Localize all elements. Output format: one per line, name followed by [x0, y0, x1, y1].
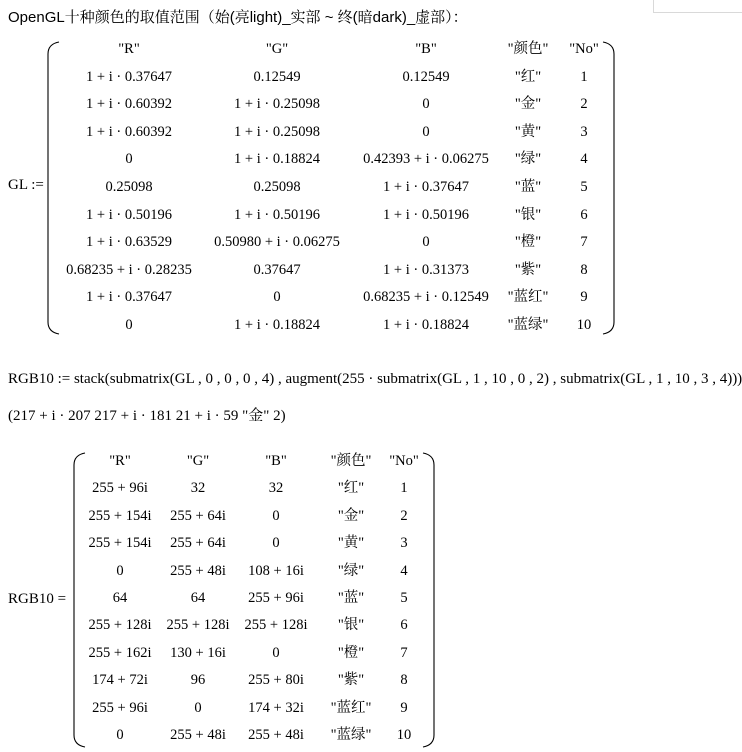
gl-cell: "绿" [514, 151, 542, 168]
rgb-cell: "橙" [337, 644, 365, 661]
rgb-cell: 255 + 96i [92, 699, 148, 716]
gl-cell: "蓝红" [507, 289, 549, 306]
rgb10-label: RGB10 = [8, 591, 67, 607]
rgb-cell: 3 [400, 535, 408, 552]
gl-cell: 5 [580, 179, 588, 195]
gl-cell: "金" [514, 96, 542, 113]
gl-cell: 0 [422, 234, 430, 251]
rgb-cell: 255 + 128i [166, 617, 230, 634]
rgb-cell: 9 [400, 699, 408, 716]
gl-cell: 8 [580, 261, 588, 278]
gl-cell: 1 + i · 0.37647 [383, 179, 469, 195]
rgb-cell: 0 [272, 535, 280, 552]
rgb-cell: 255 + 64i [170, 535, 226, 552]
page-title: OpenGL十种颜色的取值范围（始(亮light)_实部 ~ 终(暗dark)_虚部）： [8, 9, 468, 26]
rgb-cell: 64 [190, 590, 206, 606]
gl-left-paren [46, 40, 62, 336]
gl-cell: 1 + i · 0.18824 [234, 151, 320, 168]
row-result: (217 + i · 207 217 + i · 181 21 + i · 59 "金" 2) [8, 408, 286, 424]
rgb-cell: 32 [268, 480, 284, 497]
rgb-cell: 0 [194, 699, 202, 716]
rgb-cell: 255 + 64i [170, 507, 226, 524]
rgb-cell: 0 [272, 644, 280, 661]
gl-cell: "银" [514, 206, 542, 223]
rgb-cell: "紫" [337, 672, 365, 689]
gl-cell: 7 [580, 234, 588, 251]
gl-cell: 10 [576, 317, 592, 333]
gl-cell: 1 + i · 0.50196 [383, 206, 469, 223]
rgb-cell: 6 [400, 617, 408, 634]
gl-cell: 0.12549 [402, 68, 450, 85]
rgb-cell: 255 + 96i [92, 480, 148, 497]
rgb-cell: "蓝绿" [330, 727, 372, 743]
rgb-cell: 96 [190, 672, 206, 689]
gl-label: GL := [8, 177, 44, 193]
rgb-header-cell: "颜色" [330, 453, 372, 469]
gl-cell: 1 + i · 0.18824 [383, 317, 469, 333]
gl-cell: 9 [580, 289, 588, 306]
gl-header-cell: "R" [118, 41, 140, 57]
rgb-cell: "蓝红" [330, 699, 372, 716]
rgb-cell: 255 + 162i [88, 644, 152, 661]
gl-cell: 0.12549 [253, 68, 301, 85]
gl-cell: 0.37647 [253, 261, 301, 278]
gl-cell: "蓝绿" [507, 317, 549, 333]
rgb-header-cell: "R" [109, 453, 131, 469]
gl-header-cell: "B" [415, 41, 437, 57]
rgb-right-paren [420, 451, 436, 749]
rgb-cell: 32 [190, 480, 206, 497]
rgb-cell: 255 + 128i [244, 617, 308, 634]
gl-cell: 0 [422, 96, 430, 113]
rgb-cell: 174 + 32i [248, 699, 304, 716]
rgb-cell: 255 + 48i [170, 727, 226, 743]
rgb-header-cell: "G" [186, 453, 210, 469]
rgb-cell: 2 [400, 507, 408, 524]
gl-cell: 0.68235 + i · 0.28235 [66, 261, 192, 278]
window-corner-panel [653, 0, 742, 13]
gl-cell: "紫" [514, 261, 542, 278]
rgb-cell: 255 + 154i [88, 507, 152, 524]
gl-cell: 1 + i · 0.37647 [86, 68, 172, 85]
rgb-cell: 255 + 80i [248, 672, 304, 689]
rgb-cell: 0 [272, 507, 280, 524]
gl-right-paren [600, 40, 616, 336]
rgb-cell: 174 + 72i [92, 672, 148, 689]
rgb-cell: 7 [400, 644, 408, 661]
gl-cell: 1 + i · 0.60392 [86, 123, 172, 140]
rgb-cell: 108 + 16i [248, 562, 304, 579]
rgb-cell: "银" [337, 617, 365, 634]
gl-cell: 1 + i · 0.50196 [234, 206, 320, 223]
gl-cell: 0 [422, 123, 430, 140]
rgb-header-cell: "No" [389, 453, 419, 469]
gl-cell: 1 + i · 0.25098 [234, 123, 320, 140]
gl-cell: 0.25098 [105, 179, 153, 195]
gl-cell: 0.68235 + i · 0.12549 [363, 289, 489, 306]
gl-cell: 4 [580, 151, 588, 168]
gl-cell: 0 [125, 317, 133, 333]
rgb-cell: 130 + 16i [170, 644, 226, 661]
gl-cell: 1 [580, 68, 588, 85]
rgb-cell: 0 [116, 727, 124, 743]
rgb-cell: 255 + 48i [248, 727, 304, 743]
rgb-cell: 1 [400, 480, 408, 497]
gl-cell: 3 [580, 123, 588, 140]
rgb-cell: 255 + 154i [88, 535, 152, 552]
gl-cell: "红" [514, 68, 542, 85]
rgb-cell: 64 [112, 590, 128, 606]
rgb-cell: 0 [116, 562, 124, 579]
gl-cell: 1 + i · 0.31373 [383, 261, 469, 278]
gl-cell: 0.25098 [253, 179, 301, 195]
gl-header-cell: "颜色" [507, 41, 549, 57]
gl-cell: 1 + i · 0.37647 [86, 289, 172, 306]
rgb-cell: 4 [400, 562, 408, 579]
gl-cell: 0.50980 + i · 0.06275 [214, 234, 340, 251]
rgb-left-paren [72, 451, 88, 749]
rgb-cell: "金" [337, 507, 365, 524]
rgb-cell: 255 + 48i [170, 562, 226, 579]
gl-cell: 1 + i · 0.25098 [234, 96, 320, 113]
rgb-cell: "绿" [337, 562, 365, 579]
gl-cell: 1 + i · 0.18824 [234, 317, 320, 333]
gl-cell: 1 + i · 0.50196 [86, 206, 172, 223]
rgb-cell: 5 [400, 590, 408, 606]
gl-cell: 0 [125, 151, 133, 168]
rgb10-definition: RGB10 := stack(submatrix(GL , 0 , 0 , 0 , 4) , augment(255 · submatrix(GL , 1 , 10 , 0 , 2) , submatrix(GL , 1 , 10 , 3 , 4))) [8, 371, 742, 387]
gl-cell: 0.42393 + i · 0.06275 [363, 151, 489, 168]
gl-header-cell: "No" [569, 41, 599, 57]
rgb-cell: 8 [400, 672, 408, 689]
gl-cell: 2 [580, 96, 588, 113]
rgb-cell: "蓝" [337, 590, 365, 606]
gl-header-cell: "G" [265, 41, 289, 57]
rgb-header-cell: "B" [265, 453, 287, 469]
gl-cell: 0 [273, 289, 281, 306]
rgb-cell: 255 + 128i [88, 617, 152, 634]
gl-cell: 1 + i · 0.60392 [86, 96, 172, 113]
gl-cell: "橙" [514, 234, 542, 251]
gl-cell: 6 [580, 206, 588, 223]
gl-cell: "黄" [514, 123, 542, 140]
gl-cell: 1 + i · 0.63529 [86, 234, 172, 251]
rgb-cell: 255 + 96i [248, 590, 304, 606]
gl-cell: "蓝" [514, 179, 542, 195]
rgb-cell: "黄" [337, 535, 365, 552]
rgb-cell: "红" [337, 480, 365, 497]
rgb-cell: 10 [396, 727, 412, 743]
